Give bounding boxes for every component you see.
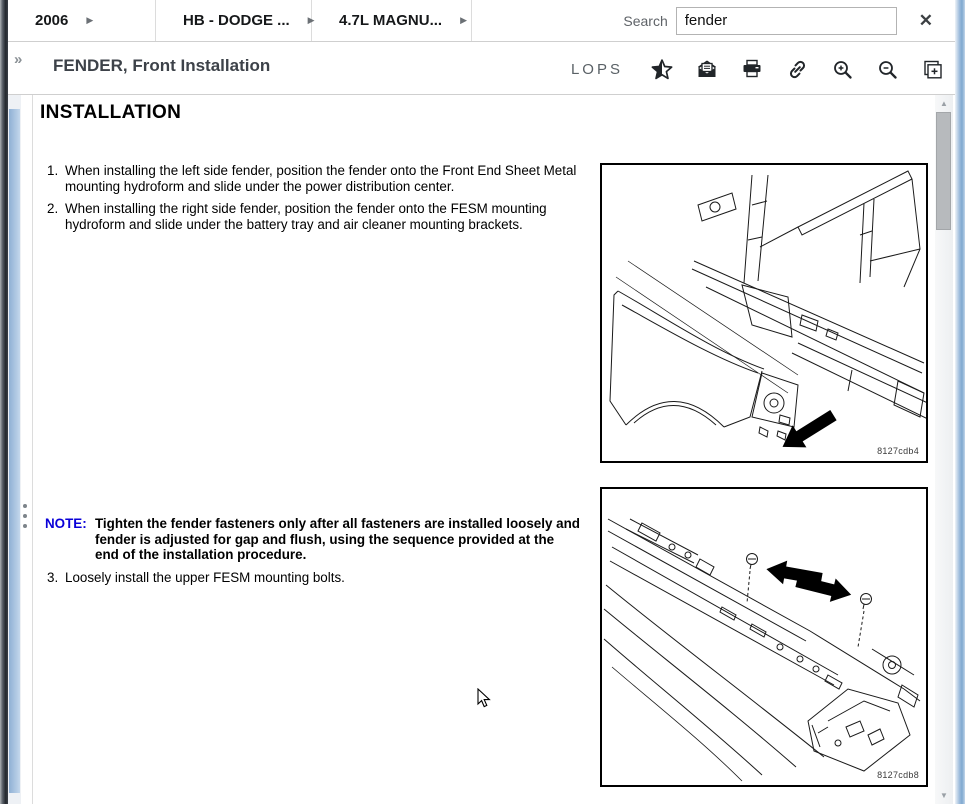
year-dropdown[interactable] — [8, 0, 156, 41]
toolbar-actions — [571, 43, 943, 95]
model-dropdown-label: HB - DODGE ... — [183, 12, 290, 29]
window-left-edge — [0, 0, 8, 804]
print-icon[interactable] — [741, 58, 763, 80]
email-icon[interactable] — [696, 58, 718, 80]
scroll-down-icon[interactable]: ▼ — [940, 791, 948, 800]
caret-right-icon: ▶ — [460, 15, 467, 25]
scroll-up-icon[interactable]: ▲ — [940, 99, 948, 108]
vertical-scrollbar[interactable] — [935, 95, 953, 804]
step-text: Loosely install the upper FESM mounting bolts. — [65, 570, 345, 585]
note-label: NOTE: — [45, 516, 87, 531]
year-dropdown-label: 2006 — [35, 12, 69, 29]
mouse-cursor — [477, 688, 491, 714]
step-number: 3. — [47, 570, 59, 585]
step-text: When installing the left side fender, position the fender onto the Front End Sheet Metal mounting hydroform and slide under the power distribution center. — [65, 163, 577, 194]
caret-right-icon: ▶ — [307, 15, 315, 25]
caret-right-icon: ▶ — [86, 15, 94, 25]
search-input[interactable] — [676, 7, 897, 35]
topbar-spacer — [472, 0, 623, 41]
document-toolbar — [8, 43, 955, 95]
left-panel-scrollbar-thumb[interactable] — [9, 109, 20, 793]
splitter-grip[interactable] — [21, 504, 28, 528]
engine-dropdown-label: 4.7L MAGNU... — [339, 12, 443, 29]
step-number: 1. — [47, 163, 59, 178]
section-heading: INSTALLATION — [40, 102, 182, 123]
window-right-edge — [955, 0, 965, 804]
note-text: Tighten the fender fasteners only after all fasteners are installed loosely and fender is adjusted for gap and flush, using the sequence provided at the end of the installation procedure. — [95, 516, 580, 562]
panel-divider — [32, 95, 33, 804]
scrollbar-thumb[interactable] — [936, 112, 951, 230]
lops-button[interactable]: LOPS — [570, 60, 623, 78]
figure-upper-fesm-bolts[interactable] — [600, 487, 928, 787]
note-block — [45, 516, 583, 563]
zoom-out-icon[interactable] — [876, 58, 898, 80]
step-3 — [47, 570, 587, 586]
page-title: FENDER, Front Installation — [53, 56, 271, 75]
left-panel-scrollbar[interactable] — [8, 95, 21, 804]
model-dropdown[interactable] — [156, 0, 315, 41]
breadcrumb-bar — [8, 0, 955, 42]
step-2 — [47, 201, 587, 232]
search-area — [623, 0, 955, 41]
close-icon[interactable]: ✕ — [918, 11, 933, 30]
step-text: When installing the right side fender, position the fender onto the FESM mounting hydroform and slide under the battery tray and air cleaner mounting brackets. — [65, 201, 547, 232]
zoom-in-icon[interactable] — [831, 58, 853, 80]
link-icon[interactable] — [786, 58, 808, 80]
step-1 — [47, 163, 587, 194]
open-new-window-icon[interactable] — [921, 58, 943, 80]
expand-sidebar-icon[interactable]: » — [14, 51, 23, 68]
figure-code: 8127cdb8 — [877, 770, 919, 780]
figure-code: 8127cdb4 — [877, 446, 919, 456]
engine-dropdown[interactable] — [312, 0, 472, 41]
favorite-star-icon[interactable] — [651, 58, 673, 80]
search-label: Search — [623, 12, 668, 29]
figure-fender-fesm[interactable] — [600, 163, 928, 463]
step-number: 2. — [47, 201, 59, 216]
